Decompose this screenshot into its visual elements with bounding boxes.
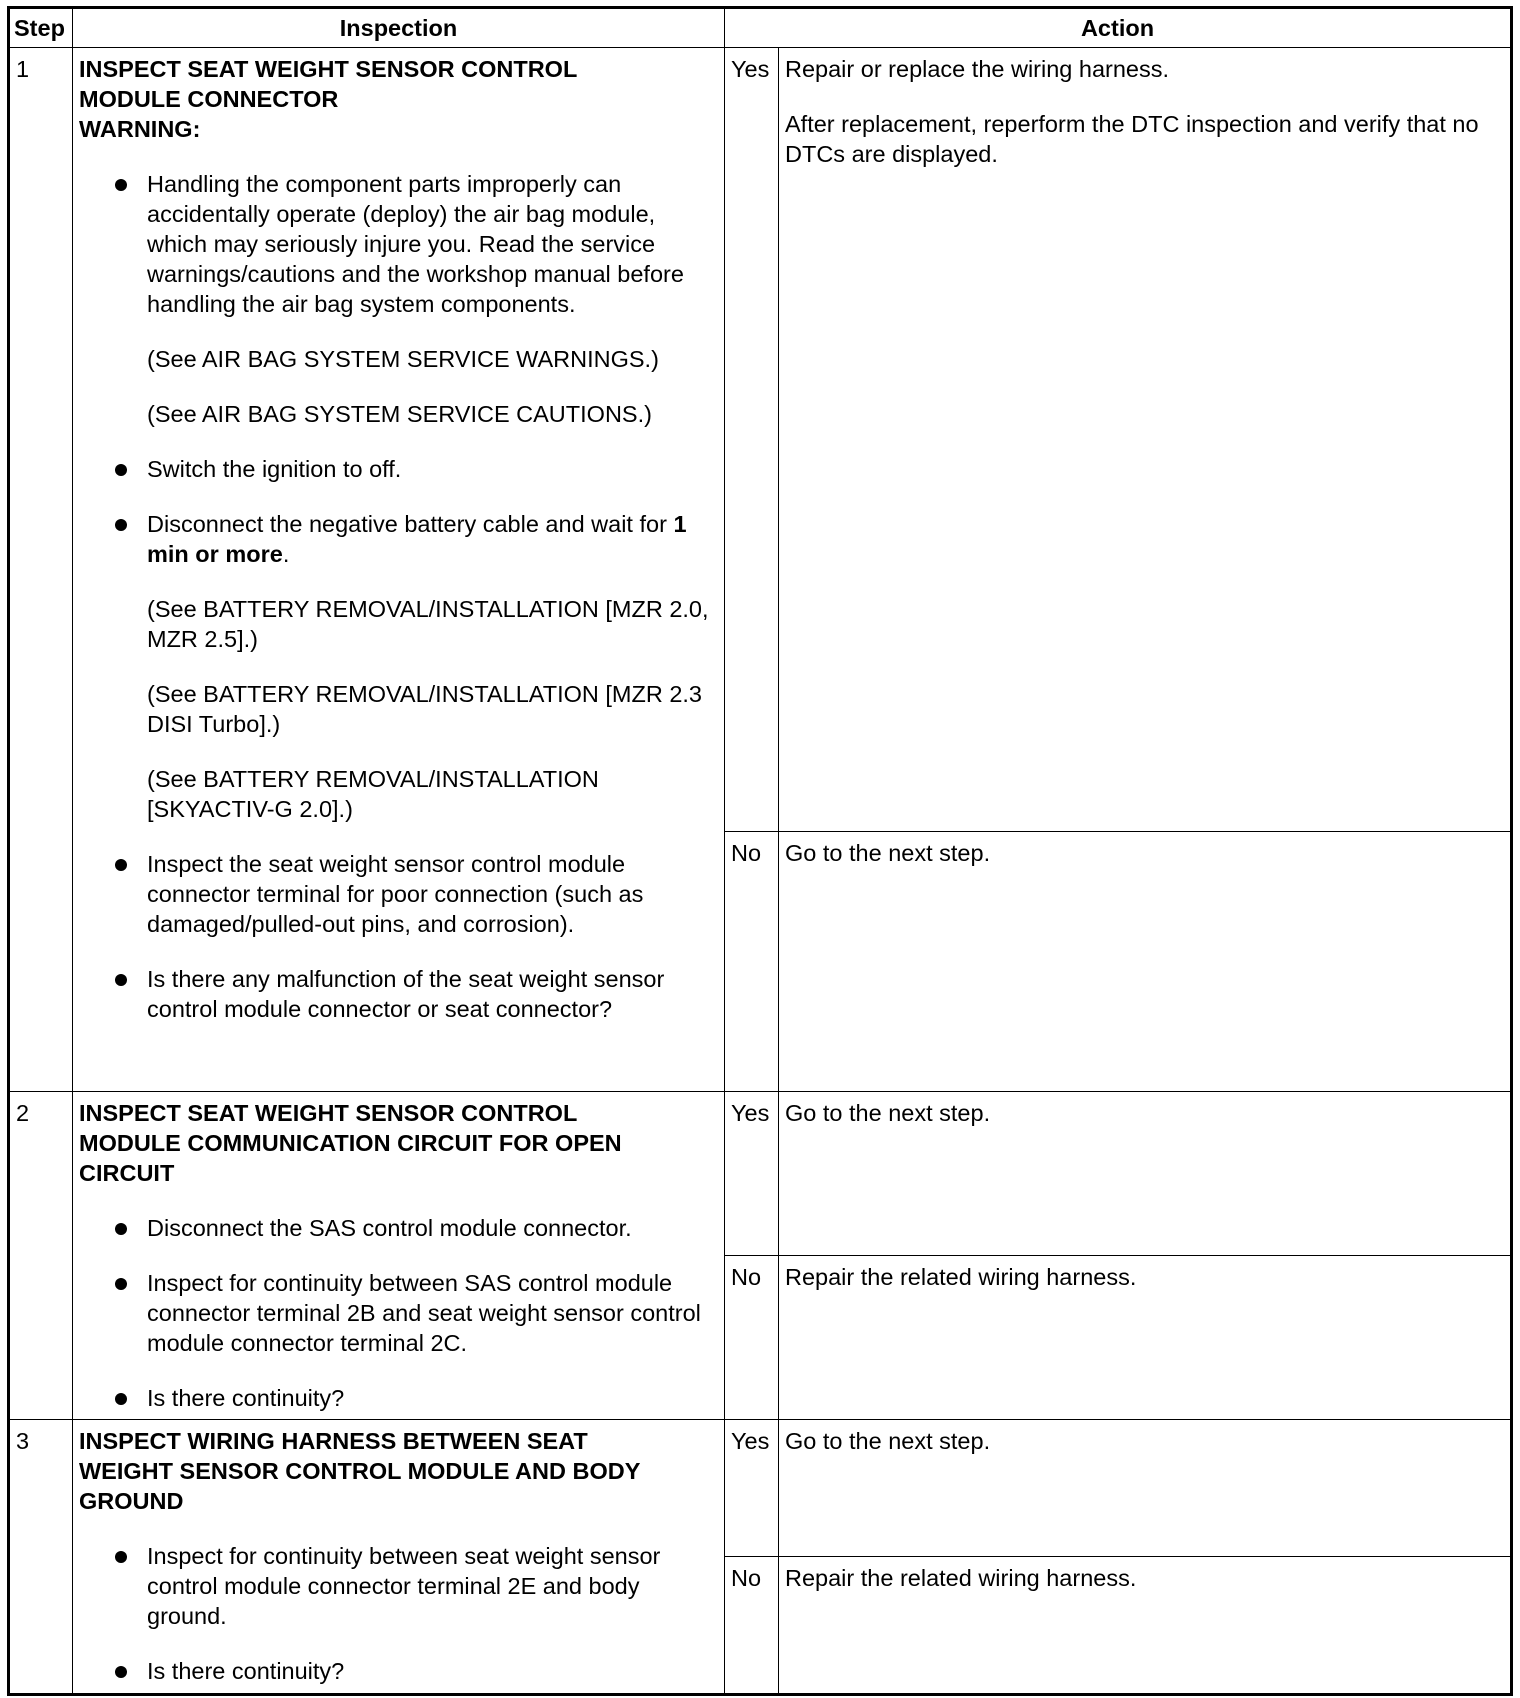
step-2-yes-row	[9, 1092, 1512, 1256]
step-3-yes-label: Yes	[725, 1420, 779, 1557]
step-2-inspection	[73, 1092, 725, 1420]
step-1-inspection	[73, 48, 725, 1092]
step-3-bullet-list	[79, 1541, 718, 1686]
step-3-yes-action: Go to the next step.	[779, 1420, 1512, 1557]
diagnostic-procedure-table	[7, 6, 1513, 1696]
step-1-bullet-1: Handling the component parts improperly can accidentally operate (deploy) the air bag module, which may seriously injure you. Read the service warnings/cautions and the workshop manual before handling the air bag system components.	[147, 169, 718, 319]
step-1-see-battery-1: (See BATTERY REMOVAL/INSTALLATION [MZR 2.0, MZR 2.5].)	[147, 596, 709, 652]
step-2-yes-action: Go to the next step.	[779, 1092, 1512, 1256]
step-1-yes-row	[9, 48, 1512, 832]
step-3-title-line-1: INSPECT WIRING HARNESS BETWEEN SEAT	[79, 1428, 588, 1454]
step-1-yes-action	[779, 48, 1512, 832]
step-1-see-cautions: (See AIR BAG SYSTEM SERVICE CAUTIONS.)	[147, 401, 652, 427]
step-3-title	[79, 1426, 718, 1516]
step-1-no-label: No	[725, 832, 779, 1092]
step-3-bullet-2: Is there continuity?	[147, 1656, 718, 1686]
diagnostic-procedure-document	[7, 6, 1510, 1690]
step-3-no-label: No	[725, 1557, 779, 1695]
step-3-inspection	[73, 1420, 725, 1695]
step-1-bullet-3-end: .	[282, 541, 290, 567]
step-column-header: Step	[9, 8, 73, 48]
step-2-title-line-3: CIRCUIT	[79, 1160, 175, 1186]
step-1-warning-label: WARNING:	[79, 116, 201, 142]
step-3-no-action: Repair the related wiring harness.	[779, 1557, 1512, 1695]
step-1-title-line-2: MODULE CONNECTOR	[79, 86, 339, 112]
step-1-bullet-3	[147, 509, 718, 569]
step-2-bullet-3: Is there continuity?	[147, 1383, 718, 1413]
step-1-yes-label: Yes	[725, 48, 779, 832]
step-1-yes-action-1: Repair or replace the wiring harness.	[785, 56, 1170, 82]
step-1-title-line-1: INSPECT SEAT WEIGHT SENSOR CONTROL	[79, 56, 578, 82]
step-1-bullet-2: Switch the ignition to off.	[147, 454, 718, 484]
step-2-bullet-list	[79, 1213, 718, 1413]
step-2-title	[79, 1098, 718, 1188]
step-1-no-action: Go to the next step.	[779, 832, 1512, 1092]
step-1-see-warnings: (See AIR BAG SYSTEM SERVICE WARNINGS.)	[147, 346, 659, 372]
step-1-title	[79, 54, 718, 144]
step-2-number: 2	[9, 1092, 73, 1420]
step-1-see-battery-2: (See BATTERY REMOVAL/INSTALLATION [MZR 2.3 DISI Turbo].)	[147, 681, 703, 737]
step-1-bullet-3-bold: 1 min or more	[147, 511, 687, 567]
step-3-title-line-3: GROUND	[79, 1488, 184, 1514]
step-1-bullet-list-2	[79, 454, 718, 569]
step-2-bullet-1: Disconnect the SAS control module connector.	[147, 1213, 718, 1243]
step-3-title-line-2: WEIGHT SENSOR CONTROL MODULE AND BODY	[79, 1458, 641, 1484]
step-1-bullet-list-3	[79, 849, 718, 1024]
step-3-number: 3	[9, 1420, 73, 1695]
step-1-bullet-3-text: Disconnect the negative battery cable and wait for	[147, 511, 674, 537]
step-2-title-line-2: MODULE COMMUNICATION CIRCUIT FOR OPEN	[79, 1130, 622, 1156]
step-2-title-line-1: INSPECT SEAT WEIGHT SENSOR CONTROL	[79, 1100, 578, 1126]
action-column-header: Action	[725, 8, 1512, 48]
step-1-see-battery-3: (See BATTERY REMOVAL/INSTALLATION [SKYACTIV-G 2.0].)	[147, 766, 599, 822]
step-2-bullet-2: Inspect for continuity between SAS control module connector terminal 2B and seat weight sensor control module connector terminal 2C.	[147, 1268, 718, 1358]
step-1-bullet-5: Is there any malfunction of the seat weight sensor control module connector or seat connector?	[147, 964, 718, 1024]
table-header-row	[9, 8, 1512, 48]
step-1-yes-action-2: After replacement, reperform the DTC inspection and verify that no DTCs are displayed.	[785, 111, 1479, 167]
inspection-column-header: Inspection	[73, 8, 725, 48]
step-1-number: 1	[9, 48, 73, 1092]
step-1-bullet-4: Inspect the seat weight sensor control module connector terminal for poor connection (such as damaged/pulled-out pins, and corrosion).	[147, 849, 718, 939]
step-3-yes-row	[9, 1420, 1512, 1557]
step-3-bullet-1: Inspect for continuity between seat weight sensor control module connector terminal 2E and body ground.	[147, 1541, 718, 1631]
step-2-yes-label: Yes	[725, 1092, 779, 1256]
step-1-bullet-list	[79, 169, 718, 319]
step-2-no-action: Repair the related wiring harness.	[779, 1256, 1512, 1420]
step-2-no-label: No	[725, 1256, 779, 1420]
